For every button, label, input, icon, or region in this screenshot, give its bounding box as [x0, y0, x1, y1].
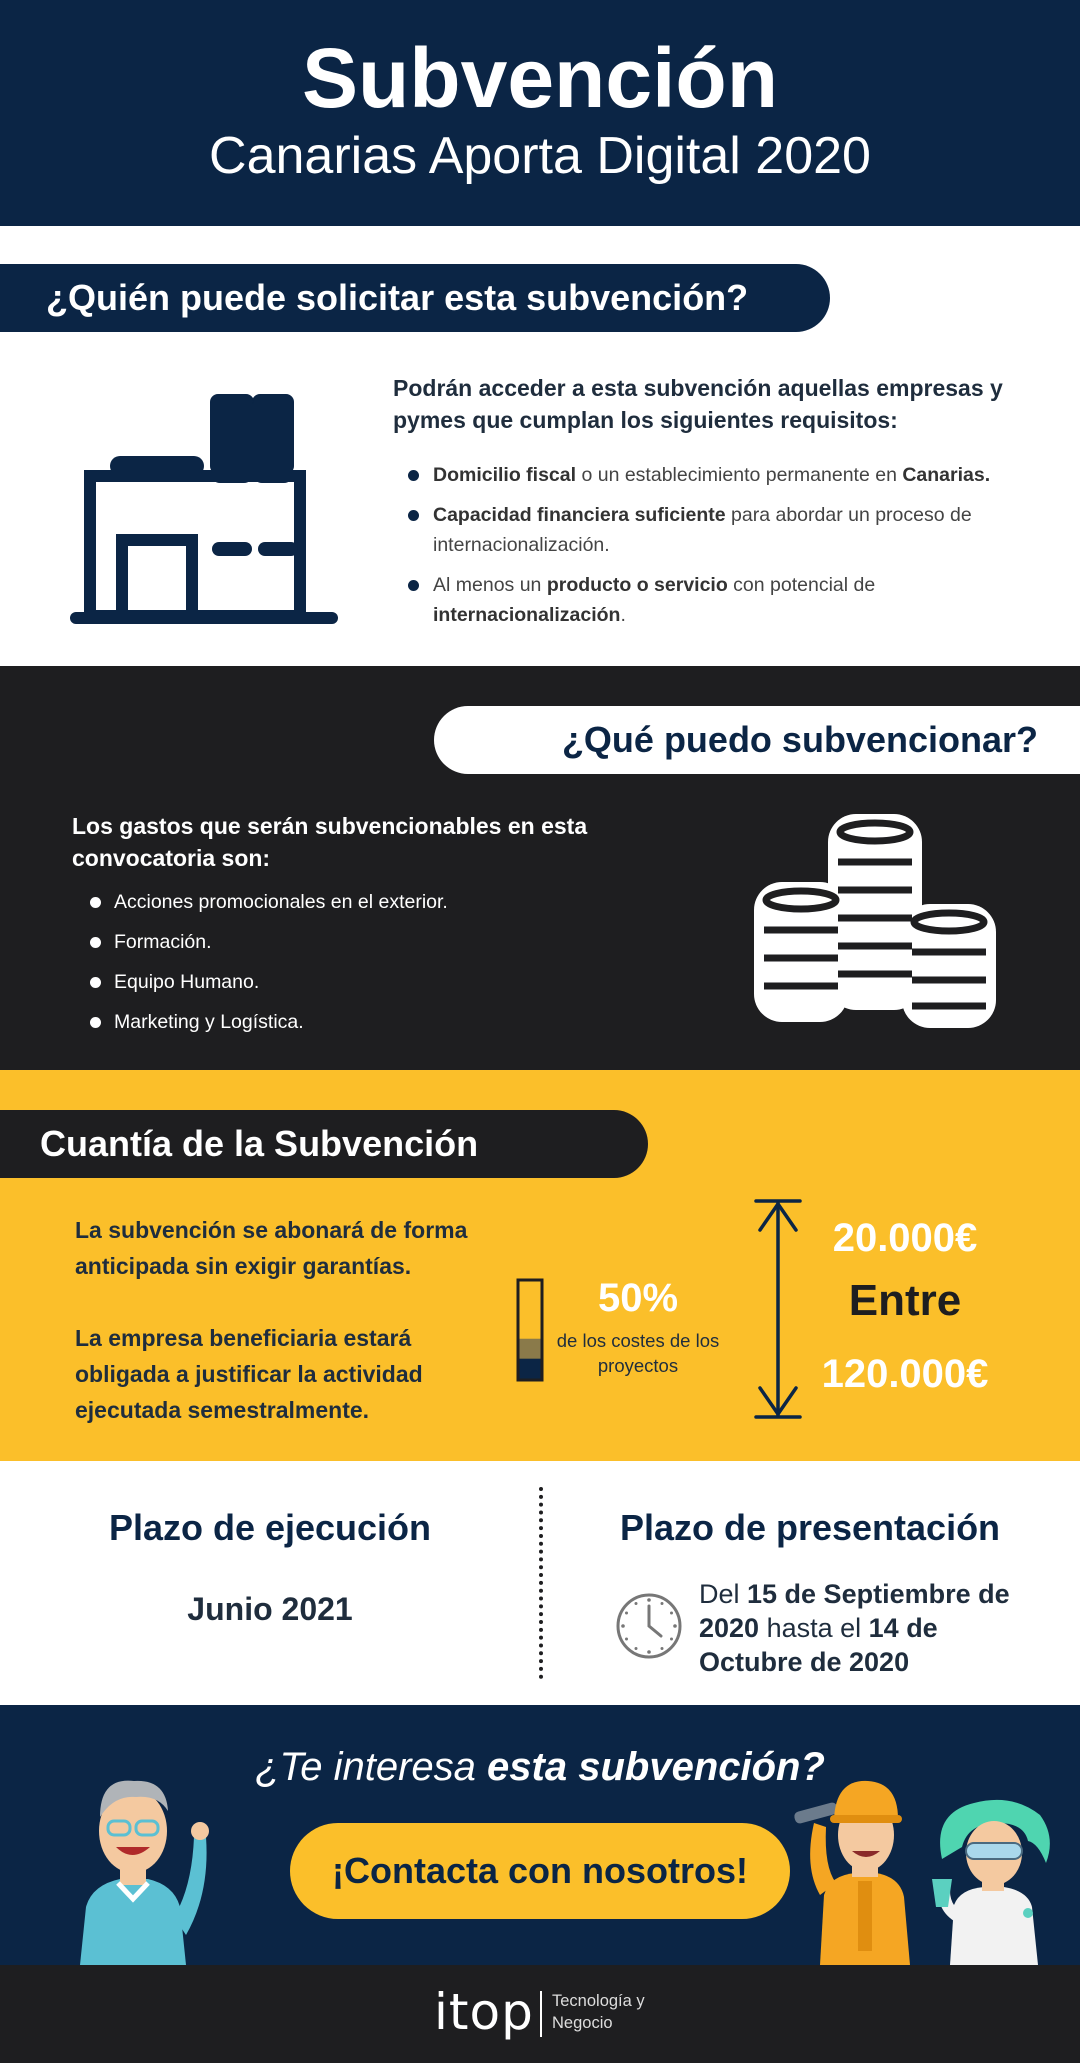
what-intro: Los gastos que serán subvencionables en esta convocatoria son:	[72, 813, 588, 871]
execution-title: Plazo de ejecución	[108, 1507, 432, 1548]
execution-value: Junio 2021	[187, 1591, 353, 1627]
list-item: Formación.	[90, 922, 448, 962]
clock-icon	[615, 1592, 683, 1660]
percent-label: de los costes de los proyectos	[556, 1330, 720, 1376]
amount-text-justify: La empresa beneficiaria estará obligada a justificar la actividad ejecutada semestralmente.	[75, 1325, 423, 1423]
itop-logo: itop	[434, 1983, 534, 2041]
footer	[0, 1965, 1080, 2063]
what-heading: ¿Qué puedo subvencionar?	[434, 706, 1080, 774]
what-expenses-list	[90, 882, 448, 1042]
page-subtitle: Canarias Aporta Digital 2020	[209, 127, 871, 185]
who-section	[0, 226, 1080, 666]
deadlines-section	[0, 1461, 1080, 1705]
amount-section	[0, 1070, 1080, 1461]
presentation-title: Plazo de presentación	[619, 1507, 1001, 1548]
who-requirements-list	[408, 460, 1028, 640]
range-arrow-icon	[752, 1198, 804, 1420]
amount-min: 20.000€	[832, 1216, 978, 1260]
coins-icon	[750, 814, 1000, 1034]
list-item: Acciones promocionales en el exterior.	[90, 882, 448, 922]
who-heading: ¿Quién puede solicitar esta subvención?	[0, 264, 830, 332]
list-item: Domicilio fiscal o un establecimiento permanente en Canarias.	[408, 460, 1028, 490]
list-item: Capacidad financiera suficiente para abordar un proceso de internacionalización.	[408, 500, 1028, 560]
cta-question: ¿Te interesa esta subvención?	[255, 1745, 825, 1789]
scientist-illustration	[928, 1793, 1058, 1965]
list-item: Equipo Humano.	[90, 962, 448, 1002]
amount-between: Entre	[848, 1276, 962, 1325]
logo-separator	[540, 1991, 542, 2037]
what-section	[0, 666, 1080, 1070]
list-item: Al menos un producto o servicio con potencial de internacionalización.	[408, 570, 1028, 630]
waving-man-illustration	[70, 1767, 210, 1965]
footer-tagline: Tecnología y Negocio	[552, 1992, 645, 2032]
dotted-divider	[539, 1487, 543, 1679]
percent-bar	[516, 1278, 544, 1382]
presentation-value: Del 15 de Septiembre de 2020 hasta el 14 de Octubre de 2020	[699, 1579, 1010, 1677]
header-banner	[0, 0, 1080, 226]
percent-value: 50%	[597, 1276, 679, 1320]
who-intro: Podrán acceder a esta subvención aquellas empresas y pymes que cumplan los siguientes requisitos:	[393, 375, 1003, 433]
amount-max: 120.000€	[821, 1352, 989, 1396]
factory-icon	[70, 394, 338, 624]
page-title: Subvención	[301, 31, 779, 125]
list-item: Marketing y Logística.	[90, 1002, 448, 1042]
amount-text-advance: La subvención se abonará de forma anticipada sin exigir garantías.	[75, 1217, 468, 1279]
contact-button[interactable]: ¡Contacta con nosotros!	[290, 1823, 790, 1919]
cta-section	[0, 1705, 1080, 1965]
amount-heading: Cuantía de la Subvención	[0, 1110, 648, 1178]
worker-illustration	[790, 1771, 930, 1965]
